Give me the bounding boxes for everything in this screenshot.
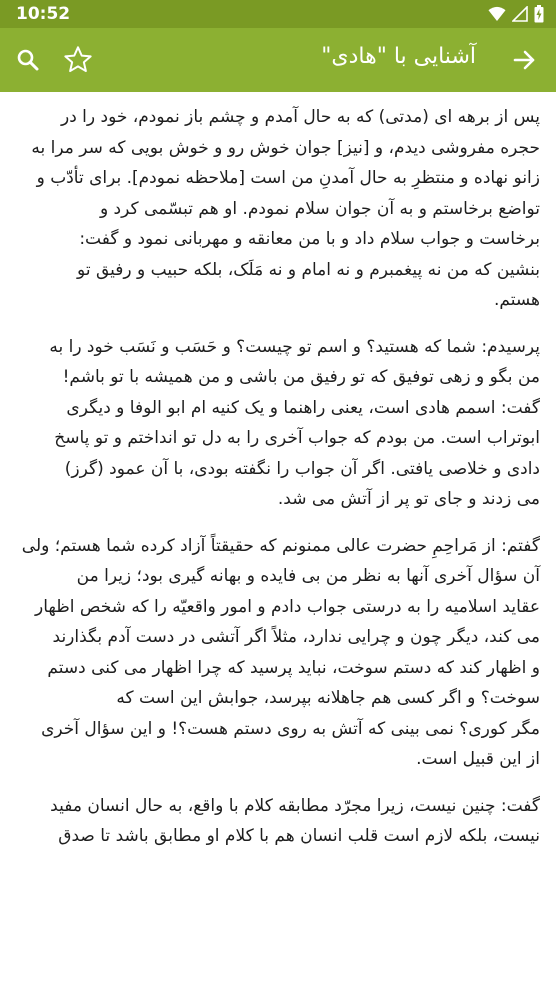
back-button[interactable] (506, 42, 542, 78)
paragraph (16, 332, 540, 515)
status-time: 10:52 (16, 4, 71, 24)
text-line: گفتم: از مَراحِمِ حضرت عالی ممنونم که حقیقتاً آزاد کرده شما هستم؛ ولی (21, 535, 540, 556)
signal-icon (512, 6, 528, 22)
text-line: دادی و خلاصی یافتی. اگر آن جواب را نگفته بودی، با آن عمود (گرز) (64, 458, 540, 479)
page-title: آشنایی با "هادی" (321, 44, 476, 69)
text-line: و اظهار کند که دستم سوخت، نباید پرسید که چرا اظهار می کنی دستم (47, 657, 540, 678)
text-line: مگر کوری؟ نمی بینی که آتش به روی دستم هست؟! و این سؤال آخری (41, 718, 540, 739)
text-line: برخاست و جواب سلام داد و با من معانقه و مهربانی نمود و گفت: (79, 229, 540, 249)
wifi-icon (488, 6, 506, 22)
text-line: من بگو و زهی توفیق که تو رفیق من باشی و من همیشه با تو باشم! (62, 367, 540, 387)
text-line: تواضع برخاستم و به آن جوان سلام نمودم. او هم تبسّمی کرد و (99, 198, 540, 219)
paragraph (16, 102, 540, 316)
app-bar (0, 28, 556, 92)
text-line: گفت: اسمم هادی است، یعنی راهنما و یک کنیه ام ابو الوفا و دیگری (66, 397, 540, 418)
battery-icon (534, 5, 544, 23)
back-arrow-icon (512, 48, 536, 72)
paragraph (16, 531, 540, 775)
star-outline-icon (62, 44, 94, 76)
text-line: می زدند و جای تو پر از آتش می شد. (277, 489, 540, 509)
text-line: از این قبیل است. (416, 749, 540, 769)
text-line: پرسیدم: شما که هستید؟ و اسم تو چیست؟ و حَسَب و نَسَب خود را به (49, 336, 540, 357)
text-line: عقاید اسلامیه را به درستی جواب دادم و امور واقعیّه را که شخص اظهار (35, 596, 540, 617)
article-content[interactable] (0, 92, 556, 988)
text-line: پس از برهه ای (مدتی) که به حال آمدم و چشم باز نمودم، خود را در (61, 107, 540, 127)
text-line: هستم. (494, 290, 540, 310)
text-line: نیست، بلکه لازم است قلب انسان هم با کلام او مطابق باشد تا صدق (58, 826, 540, 846)
paragraph (16, 791, 540, 852)
text-line: بنشین که من نه پیغمبرم و نه امام و نه مَلَک، بلکه حبیب و رفیق تو (77, 259, 540, 280)
text-line: سوخت؟ و اگر کسی هم جاهلانه بپرسد، جوابش این است که (116, 688, 540, 708)
text-line: ابوتراب است. من بودم که جواب آخری را به دل تو انداختم و تو پاسخ (54, 428, 540, 448)
text-line: می کند، دیگر چون و چرایی ندارد، مثلاً اگر آتشی در دست آدم بگذارند (52, 627, 540, 647)
status-bar (0, 0, 556, 28)
search-icon (16, 48, 40, 72)
text-line: زانو نهاده و منتظرِ به حال آمدنِ من است [ملاحظه نمودم]. برای تأدّب و (36, 168, 540, 188)
search-button[interactable] (10, 42, 46, 78)
text-line: آن سؤال آخری آنها به نظر من بی فایده و بهانه گیری بود؛ زیرا من (76, 566, 540, 586)
bookmark-button[interactable] (60, 42, 96, 78)
text-line: گفت: چنین نیست، زیرا مجرّد مطابقه کلام با واقع، به حال انسان مفید (50, 795, 540, 816)
status-icons (488, 5, 544, 23)
text-line: حجره مفروشی دیدم، و [نیز] جوان خوش رو و خوش بویی که سر مرا به (31, 137, 540, 158)
